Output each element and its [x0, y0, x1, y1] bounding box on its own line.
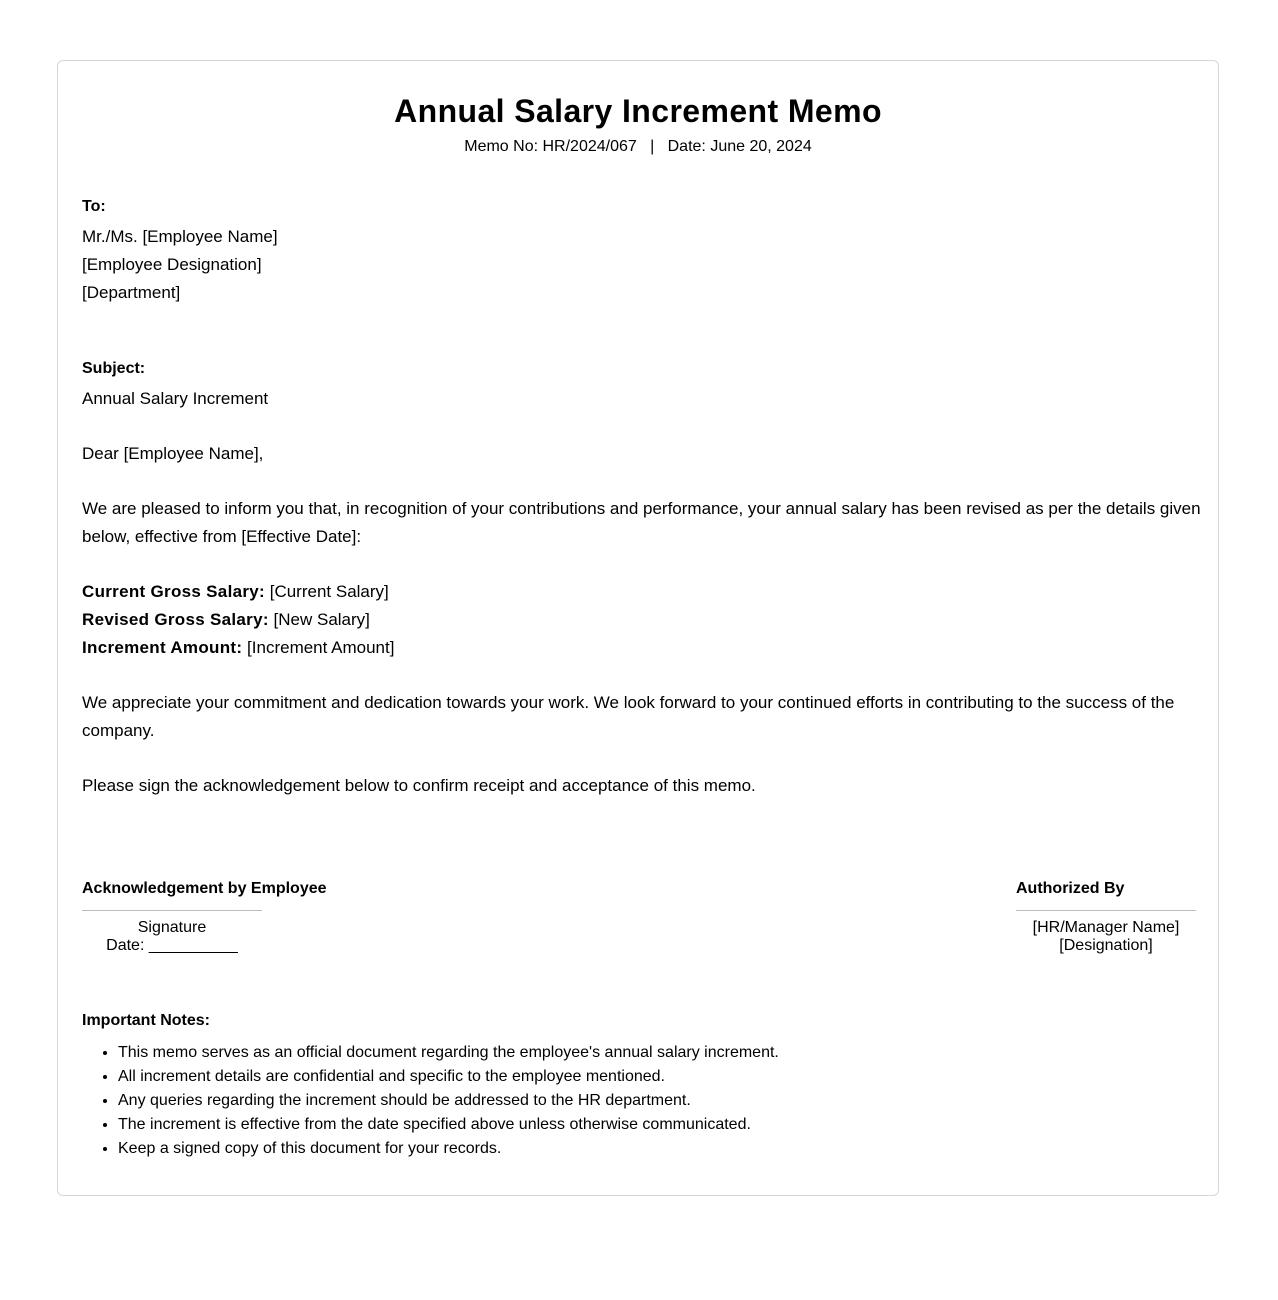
- increment-amount-label: Increment Amount:: [82, 638, 243, 657]
- revised-salary-row: [82, 606, 394, 634]
- acknowledgement-instruction: Please sign the acknowledgement below to confirm receipt and acceptance of this memo.: [82, 776, 756, 795]
- increment-amount-row: [82, 634, 394, 662]
- signature-date: Date: __________: [106, 937, 238, 954]
- signature-label: Signature: [137, 919, 207, 936]
- authorized-by: [1016, 879, 1196, 955]
- salary-details: [82, 578, 394, 662]
- appreciation-paragraph: We appreciate your commitment and dedication towards your work. We look forward to your continued efforts in contributing to the success of the company.: [82, 693, 1175, 740]
- current-salary-label: Current Gross Salary:: [82, 582, 265, 601]
- authorized-signature-line: [1016, 910, 1196, 911]
- revised-salary-value: [New Salary]: [273, 610, 370, 629]
- to-label: To:: [82, 198, 106, 215]
- note-item: • This memo serves as an official document regarding the employee's annual salary increment.: [118, 1041, 779, 1065]
- recipient-block: [82, 223, 278, 307]
- memo-number: Memo No: HR/2024/067: [464, 138, 637, 155]
- subject-label: Subject:: [82, 360, 146, 377]
- authorized-heading: Authorized By: [1016, 880, 1125, 897]
- meta-separator: |: [650, 138, 655, 155]
- authorizer-designation: [Designation]: [1059, 937, 1153, 954]
- recipient-designation: [Employee Designation]: [82, 255, 262, 274]
- important-notes-list: [82, 1041, 779, 1161]
- memo-meta: [58, 137, 1218, 157]
- revised-salary-label: Revised Gross Salary:: [82, 610, 269, 629]
- authorizer-name: [HR/Manager Name]: [1032, 919, 1180, 936]
- increment-amount-value: [Increment Amount]: [247, 638, 395, 657]
- subject-text: Annual Salary Increment: [82, 389, 269, 408]
- memo-title: Annual Salary Increment Memo: [394, 93, 882, 129]
- recipient-name: Mr./Ms. [Employee Name]: [82, 227, 278, 246]
- note-item: • The increment is effective from the date specified above unless otherwise communicated.: [118, 1113, 779, 1137]
- employee-acknowledgement: [82, 879, 327, 955]
- recipient-department: [Department]: [82, 283, 181, 302]
- current-salary-value: [Current Salary]: [269, 582, 389, 601]
- note-item: • Any queries regarding the increment should be addressed to the HR department.: [118, 1089, 779, 1113]
- note-item: • Keep a signed copy of this document for your records.: [118, 1137, 779, 1161]
- employee-signature-line: [82, 910, 262, 911]
- authorized-signature-caption: [1016, 919, 1196, 955]
- greeting: Dear [Employee Name],: [82, 444, 264, 463]
- employee-ack-heading: Acknowledgement by Employee: [82, 880, 327, 897]
- current-salary-row: [82, 578, 394, 606]
- intro-paragraph: We are pleased to inform you that, in recognition of your contributions and performance, your annual salary has been revised as per the details given below, effective from [Effective Date]:: [82, 499, 1201, 546]
- employee-signature-caption: [82, 919, 262, 955]
- important-notes-title: Important Notes:: [82, 1012, 210, 1029]
- memo-date: Date: June 20, 2024: [667, 138, 812, 155]
- note-item: • All increment details are confidential and specific to the employee mentioned.: [118, 1065, 779, 1089]
- memo-document: [57, 60, 1219, 1196]
